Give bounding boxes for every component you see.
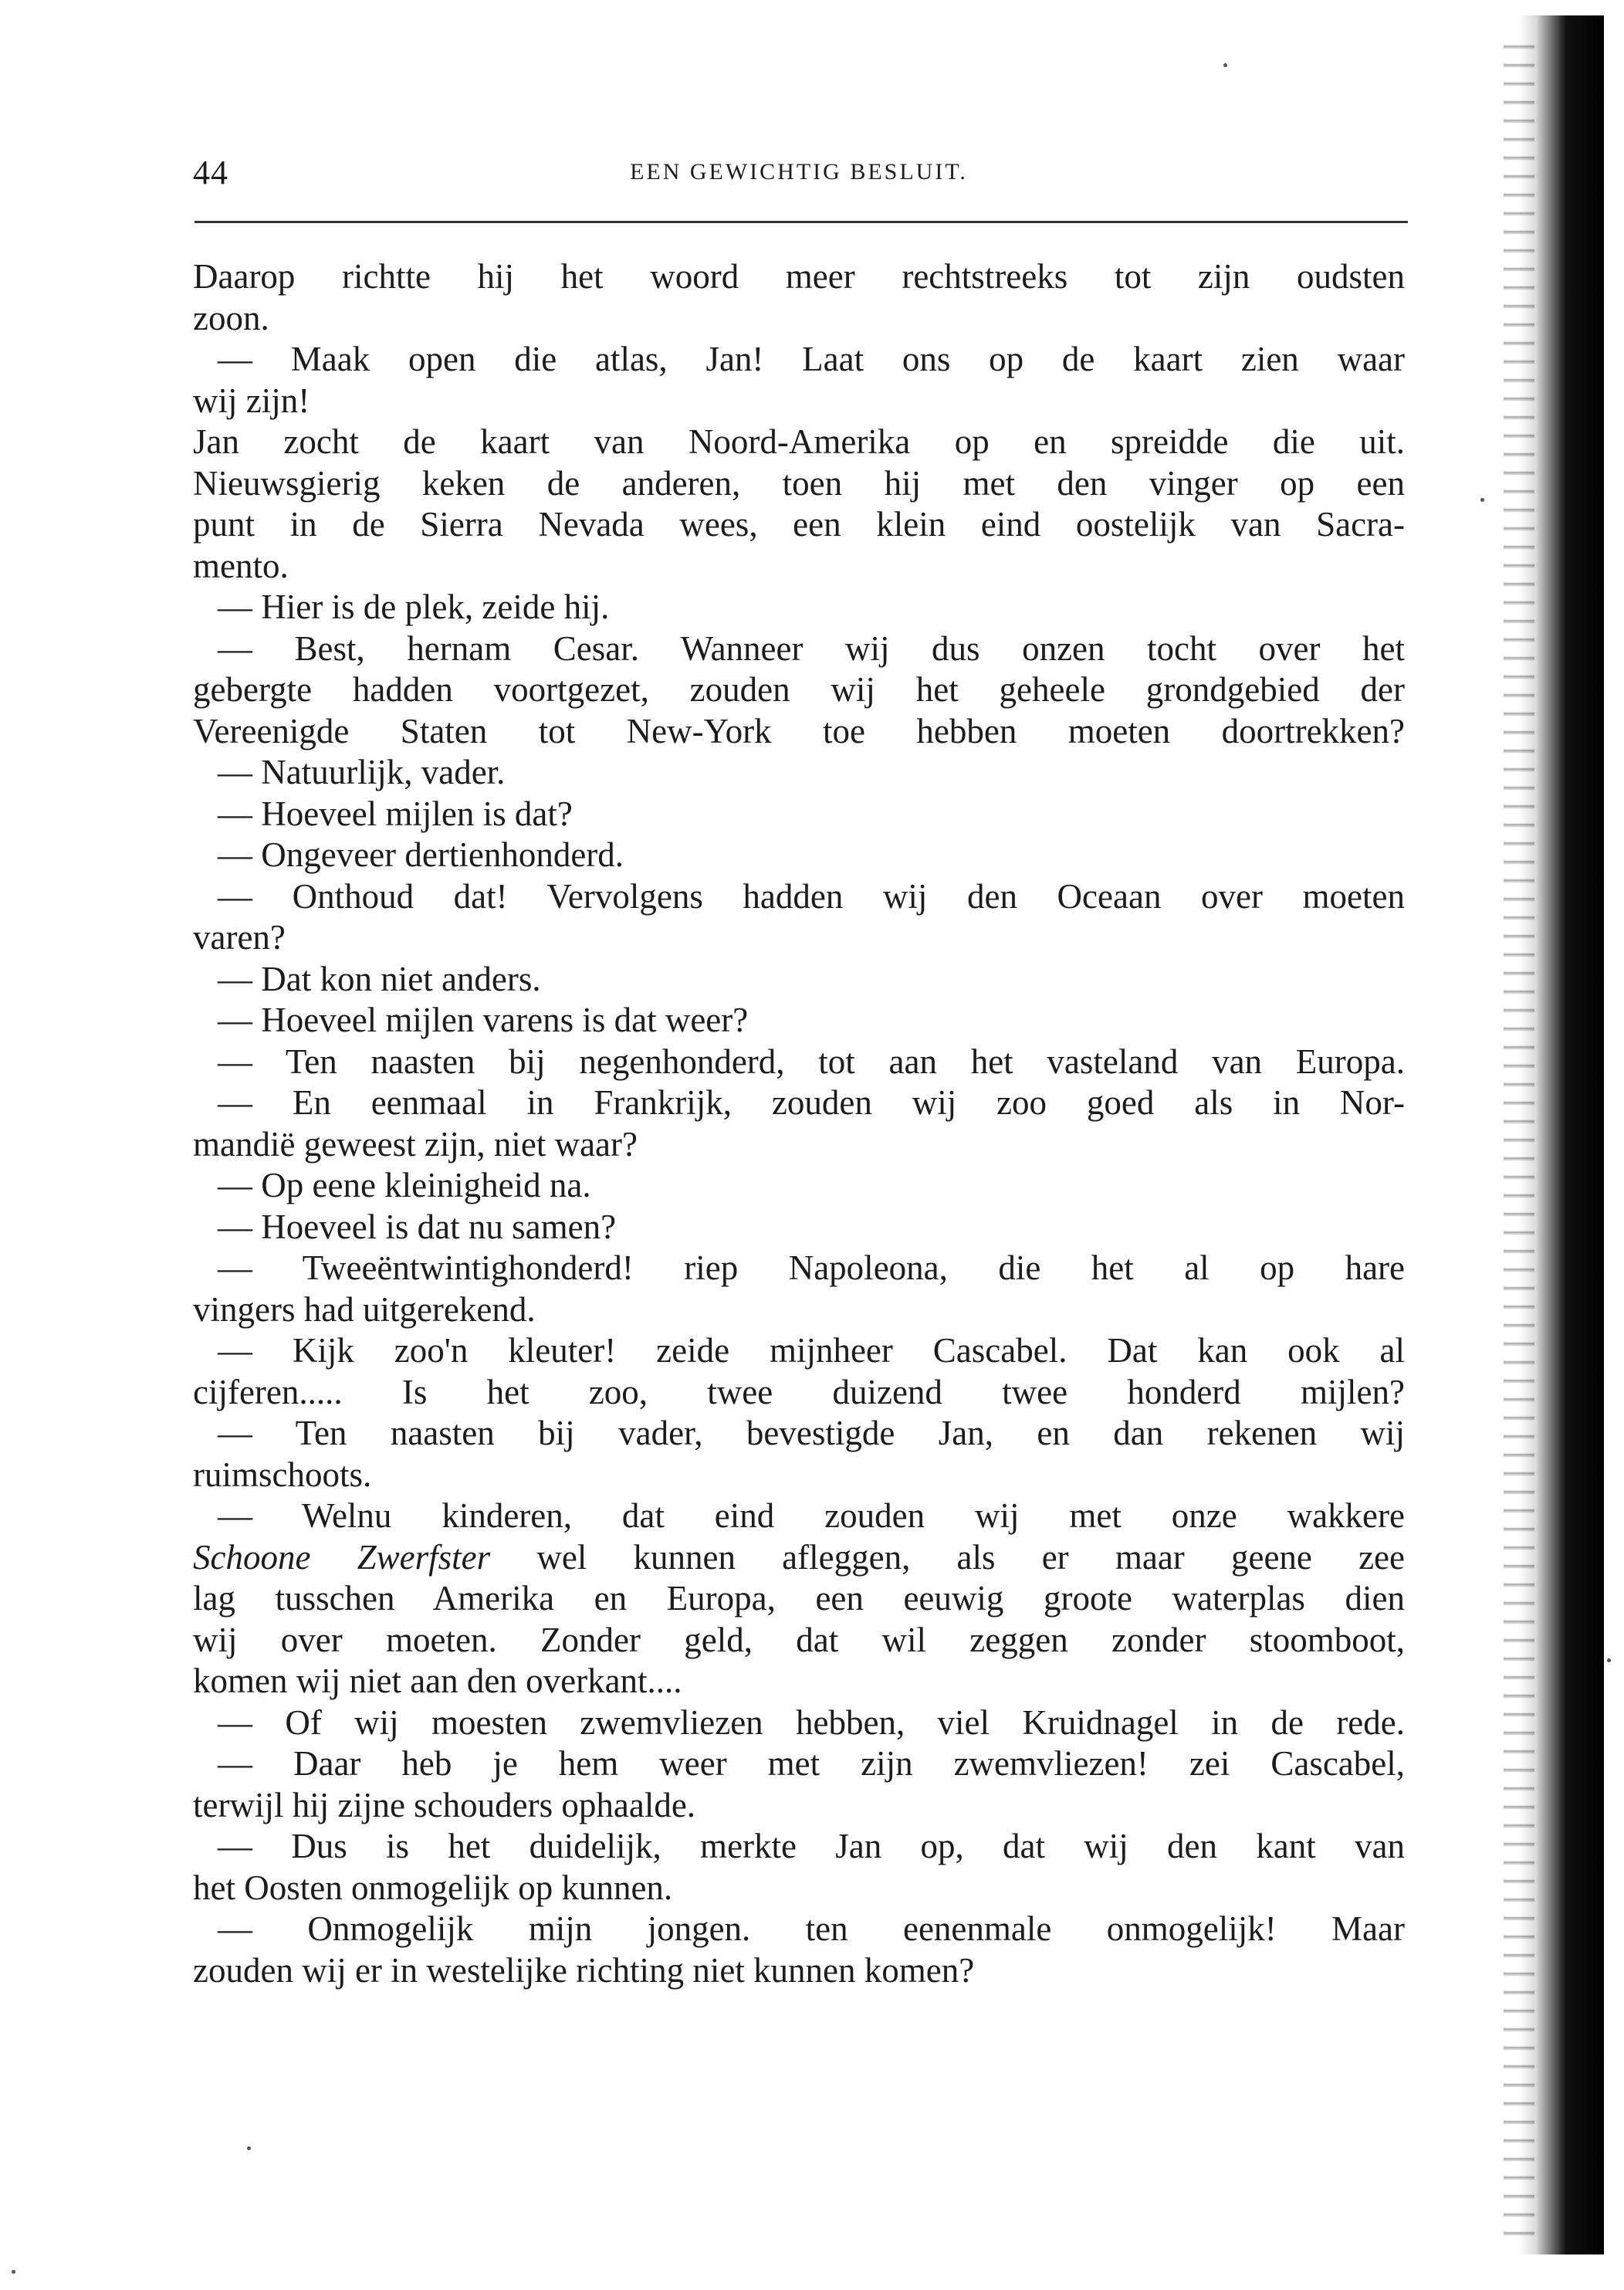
text-line: gebergte hadden voortgezet, zouden wij het geheele grondgebied der — [193, 670, 1405, 709]
text-line: — Tweeëntwintighonderd! riep Napoleona, die het al op hare — [218, 1248, 1405, 1287]
text-line: — Kijk zoo'n kleuter! zeide mijnheer Cascabel. Dat kan ook al — [218, 1331, 1405, 1370]
text-line: — Best, hernam Cesar. Wanneer wij dus onzen tocht over het — [218, 628, 1405, 668]
text-line-with-italic — [193, 1537, 1405, 1579]
text-line: — Of wij moesten zwemvliezen hebben, viel Kruidnagel in de rede. — [218, 1702, 1405, 1742]
text-line: lag tusschen Amerika en Europa, een eeuwig groote waterplas dien — [193, 1579, 1405, 1618]
text-line: — Natuurlijk, vader. — [218, 753, 506, 791]
text-line: mandië geweest zijn, niet waar? — [193, 1124, 638, 1164]
paper-speck — [1480, 498, 1484, 502]
text-line-rest: wel kunnen afleggen, als er maar geene zee — [536, 1537, 1405, 1577]
text-line: punt in de Sierra Nevada wees, een klein eind oostelijk van Sacra- — [193, 505, 1405, 544]
page-header — [193, 145, 1405, 199]
text-line: Daarop richtte hij het woord meer rechtstreeks tot zijn oudsten — [193, 257, 1405, 296]
paper-speck — [247, 2146, 251, 2150]
text-line: — En eenmaal in Frankrijk, zouden wij zoo goed als in Nor- — [218, 1083, 1405, 1122]
text-line: — Onmogelijk mijn jongen. ten eenenmale onmogelijk! Maar — [218, 1909, 1405, 1948]
text-line: zoon. — [193, 298, 269, 337]
text-line: — Daar heb je hem weer met zijn zwemvliezen! zei Cascabel, — [218, 1744, 1405, 1783]
italic-title: Schoone Zwerfster — [193, 1537, 491, 1577]
text-line: mento. — [193, 546, 289, 585]
text-line: Jan zocht de kaart van Noord-Amerika op en spreidde die uit. — [193, 422, 1405, 461]
text-line: wij zijn! — [193, 381, 310, 420]
page-number: 44 — [193, 154, 228, 191]
body-text — [193, 256, 1405, 1991]
text-line: — Ten naasten bij negenhonderd, tot aan het vasteland van Europa. — [218, 1042, 1405, 1081]
text-line: Nieuwsgierig keken de anderen, toen hij met den vinger op een — [193, 463, 1405, 503]
text-line: — Hoeveel is dat nu samen? — [218, 1207, 617, 1246]
text-line: — Ongeveer dertienhonderd. — [218, 835, 624, 874]
text-line: komen wij niet aan den overkant.... — [193, 1662, 682, 1700]
text-line: — Dus is het duidelijk, merkte Jan op, dat wij den kant van — [218, 1827, 1405, 1865]
paper-speck — [12, 2270, 15, 2274]
paper-speck — [1223, 63, 1227, 67]
text-line: — Hoeveel mijlen varens is dat weer? — [218, 1001, 749, 1039]
text-line: — Welnu kinderen, dat eind zouden wij met onze wakkere — [218, 1496, 1405, 1535]
text-line: varen? — [193, 918, 286, 957]
text-line: — Dat kon niet anders. — [218, 959, 541, 998]
text-line: — Onthoud dat! Vervolgens hadden wij den Oceaan over moeten — [218, 876, 1405, 916]
binding-shadow — [1519, 15, 1604, 2254]
text-line: cijferen..... Is het zoo, twee duizend twee honderd mijlen? — [193, 1372, 1405, 1411]
text-line: — Op eene kleinigheid na. — [218, 1166, 591, 1204]
running-title: EEN GEWICHTIG BESLUIT. — [630, 159, 968, 185]
text-line: — Hoeveel mijlen is dat? — [218, 794, 573, 833]
header-rule — [195, 221, 1408, 223]
text-line: het Oosten onmogelijk op kunnen. — [193, 1868, 673, 1907]
text-line: terwijl hij zijne schouders ophaalde. — [193, 1785, 696, 1824]
text-line: — Maak open die atlas, Jan! Laat ons op de kaart zien waar — [218, 340, 1405, 378]
text-line: — Ten naasten bij vader, bevestigde Jan, en dan rekenen wij — [218, 1414, 1405, 1452]
paper-speck — [1607, 1658, 1611, 1662]
text-line: wij over moeten. Zonder geld, dat wil zeggen zonder stoomboot, — [193, 1620, 1405, 1659]
text-line: zouden wij er in westelijke richting niet kunnen komen? — [193, 1950, 975, 1990]
text-line: ruimschoots. — [193, 1455, 372, 1494]
text-line: Vereenigde Staten tot New-York toe hebben moeten doortrekken? — [193, 711, 1405, 750]
text-line: — Hier is de plek, zeide hij. — [218, 588, 610, 626]
text-line: vingers had uitgerekend. — [193, 1289, 536, 1329]
